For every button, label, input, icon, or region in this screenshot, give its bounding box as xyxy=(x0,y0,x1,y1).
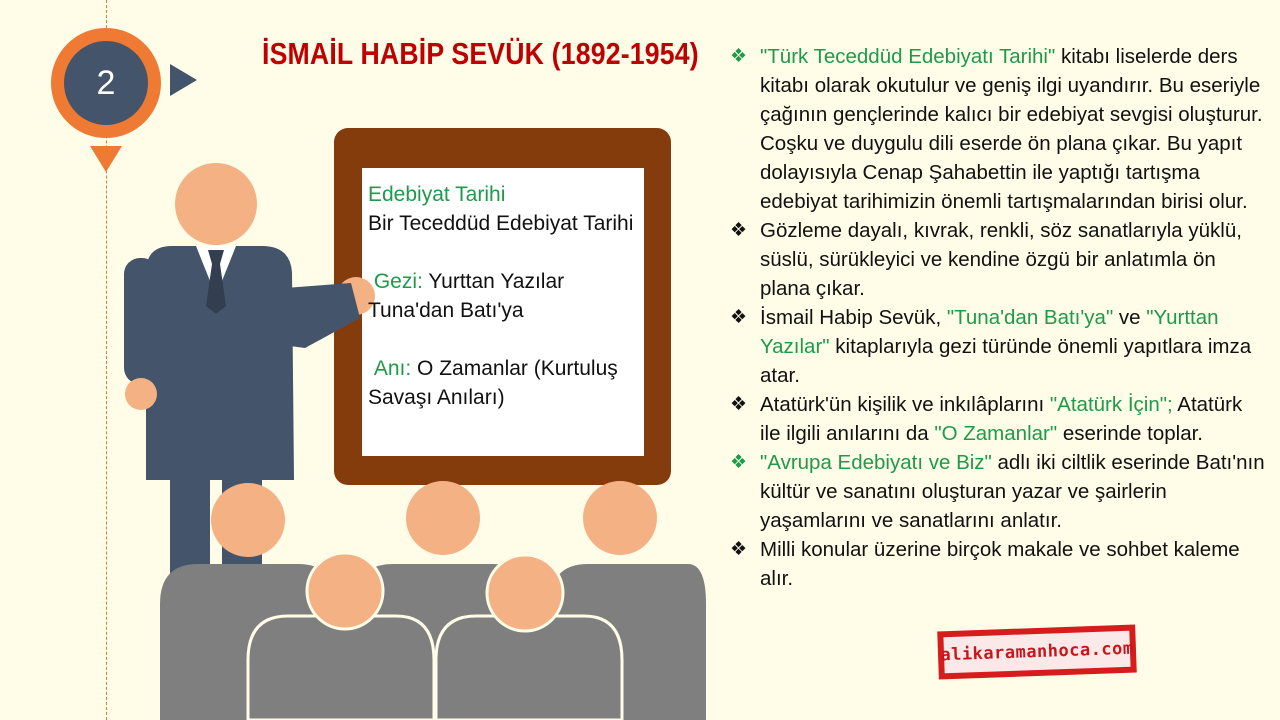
board-line-1: Edebiyat Tarihi xyxy=(368,183,506,206)
board-gezi-label: Gezi: xyxy=(373,270,423,293)
board-text xyxy=(368,180,638,412)
board-gezi-value: Yurttan Yazılar Tuna'dan Batı'ya xyxy=(368,270,565,322)
bullet-item: ❖ "Türk Teceddüd Edebiyatı Tarihi" kitabı liselerde ders kitabı olarak okutulur ve geniş ilgi uyandırır. Bu eseriyle çağının gençlerinde kalıcı bir edebiyat sevgisi oluşturur. Coşku ve duygulu dili eserde ön plana çıkar. Bu yapıt dolayısıyla Cenap Şahabettin ile yaptığı tartışma edebiyat tarihimizin önemli tartışmalarından birisi olur. xyxy=(728,42,1268,216)
watermark-stamp xyxy=(937,625,1137,680)
diamond-bullet-icon: ❖ xyxy=(730,307,748,328)
bullet-item: ❖ Gözleme dayalı, kıvrak, renkli, söz sanatlarıyla yüklü, süslü, sürükleyici ve kendine özgü bir anlatımla ön plana çıkar. xyxy=(728,216,1268,303)
teacher-left-arm xyxy=(124,258,158,384)
board-ani-value: O Zamanlar (Kurtuluş Savaşı Anıları) xyxy=(368,357,618,409)
diamond-bullet-icon: ❖ xyxy=(730,220,748,241)
diamond-bullet-icon: ❖ xyxy=(730,452,748,473)
bullet-item: ❖ Atatürk'ün kişilik ve inkılâplarını "Atatürk İçin"; Atatürk ile ilgili anılarını da "O Zamanlar" eserinde toplar. xyxy=(728,390,1268,448)
board-ani-label: Anı: xyxy=(373,357,412,380)
bullet-item: ❖ "Avrupa Edebiyatı ve Biz" adlı iki ciltlik eserinde Batı'nın kültür ve sanatını oluşturan yazar ve şairlerin yaşamlarını ve sanatlarını anlatır. xyxy=(728,448,1268,535)
teacher-head xyxy=(175,163,257,245)
slide-number: 2 xyxy=(64,41,148,125)
slide-title: İSMAİL HABİP SEVÜK (1892-1954) xyxy=(262,36,699,71)
diamond-bullet-icon: ❖ xyxy=(730,46,748,67)
bullet-item: ❖ Milli konular üzerine birçok makale ve sohbet kaleme alır. xyxy=(728,535,1268,593)
diamond-bullet-icon: ❖ xyxy=(730,394,748,415)
diamond-bullet-icon: ❖ xyxy=(730,539,748,560)
bullet-list xyxy=(728,42,1268,593)
bullet-item: ❖ İsmail Habip Sevük, "Tuna'dan Batı'ya" ve "Yurttan Yazılar" kitaplarıyla gezi türünde önemli yapıtlara imza atar. xyxy=(728,303,1268,390)
teacher-left-hand xyxy=(125,378,157,410)
board-line-2: Bir Teceddüd Edebiyat Tarihi xyxy=(368,212,634,235)
teacher-leg-left xyxy=(170,470,210,580)
watermark-text: alikaramanhoca.com xyxy=(943,631,1130,673)
